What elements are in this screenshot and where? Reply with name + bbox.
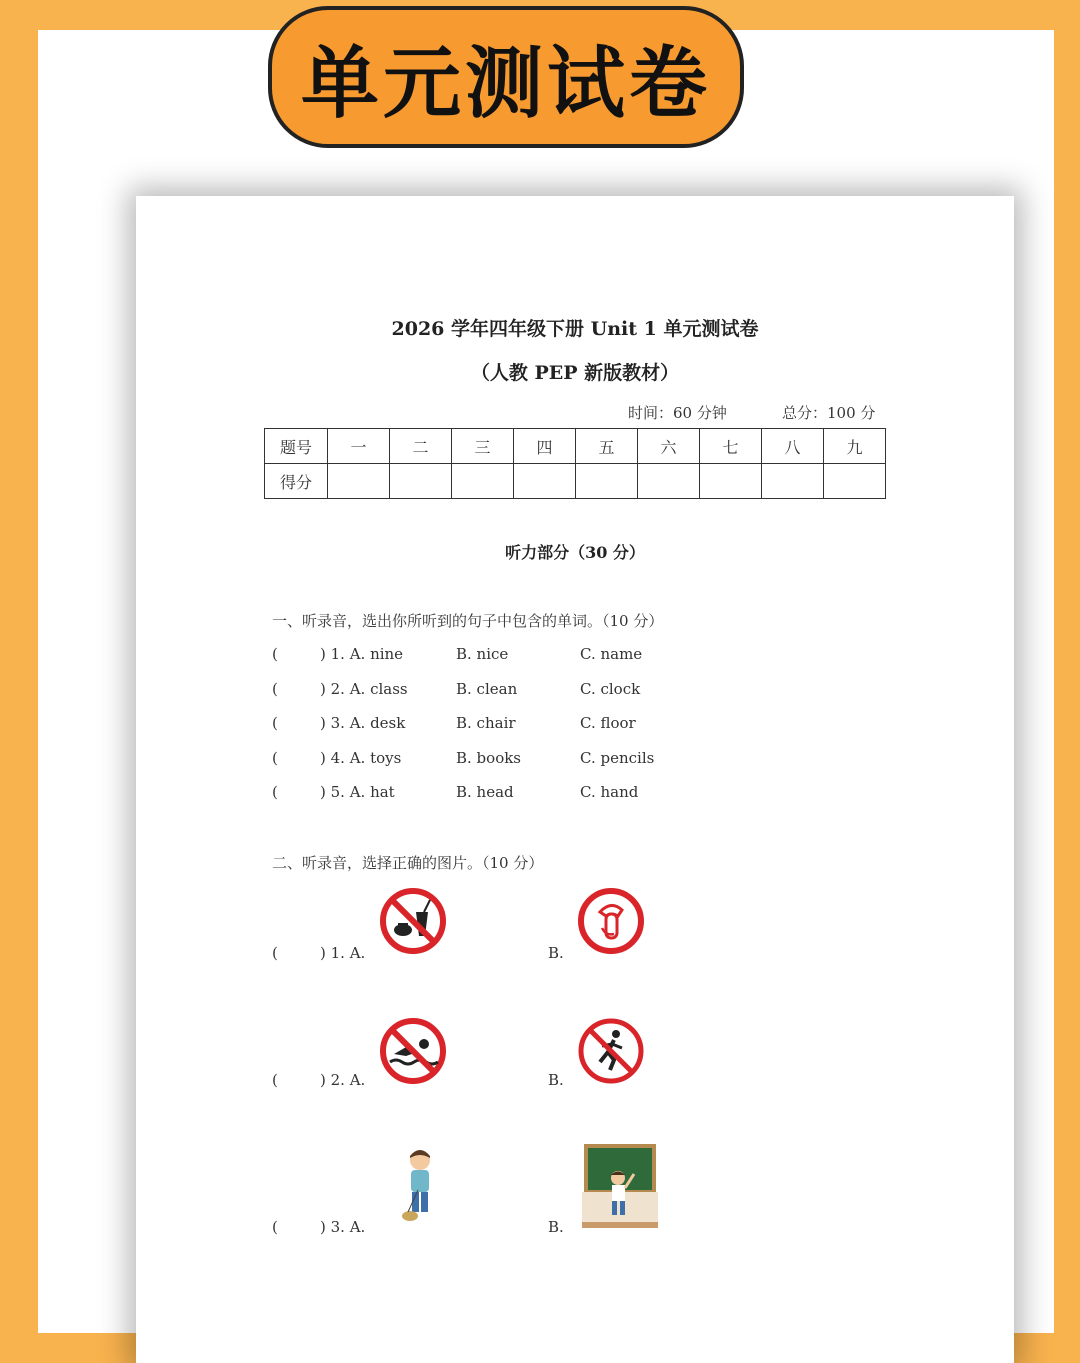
option-a: ) 4. A. toys — [320, 749, 402, 767]
score-table-header-row — [265, 429, 886, 464]
option-b: B. chair — [456, 714, 516, 732]
answer-paren: ( — [272, 680, 278, 698]
option-b: B. clean — [456, 680, 518, 698]
score-cell: 八 — [762, 429, 824, 464]
answer-paren: ( — [272, 944, 278, 962]
option-a-label: ) 2. A. — [320, 1071, 366, 1089]
option-c: C. name — [580, 645, 643, 663]
score-row-label: 得分 — [265, 464, 328, 499]
score-cell: 二 — [390, 429, 452, 464]
score-cell: 四 — [514, 429, 576, 464]
score-blank — [452, 464, 514, 499]
option-c: C. pencils — [580, 749, 655, 767]
answer-paren: ( — [272, 1071, 278, 1089]
option-a-label: ) 3. A. — [320, 1218, 366, 1236]
no-food-drink-icon — [378, 886, 448, 956]
answer-paren: ( — [272, 783, 278, 801]
listening-header: 听力部分（30 分） — [505, 543, 645, 562]
answer-paren: ( — [272, 714, 278, 732]
answer-paren: ( — [272, 1218, 278, 1236]
option-b: B. nice — [456, 645, 509, 663]
score-blank — [700, 464, 762, 499]
option-a-label: ) 1. A. — [320, 944, 366, 962]
outer-paper — [38, 30, 1054, 1333]
score-cell: 题号 — [265, 429, 328, 464]
no-swimming-icon — [378, 1016, 448, 1086]
score-cell: 一 — [328, 429, 390, 464]
option-c: C. hand — [580, 783, 639, 801]
exam-sheet — [136, 196, 1014, 1363]
option-a: ) 3. A. desk — [320, 714, 406, 732]
score-table-score-row — [265, 464, 886, 499]
no-running-icon — [576, 1016, 646, 1086]
score-cell: 九 — [824, 429, 886, 464]
option-b: B. head — [456, 783, 514, 801]
option-b-label: B. — [548, 1071, 564, 1089]
score-table — [264, 428, 886, 499]
exam-subtitle: （人教 PEP 新版教材） — [470, 362, 680, 384]
score-cell: 七 — [700, 429, 762, 464]
score-blank — [762, 464, 824, 499]
option-a: ) 5. A. hat — [320, 783, 395, 801]
total-score-info: 总分：100 分 — [782, 404, 876, 422]
option-b-label: B. — [548, 1218, 564, 1236]
option-b: B. books — [456, 749, 522, 767]
option-a: ) 1. A. nine — [320, 645, 404, 663]
answer-paren: ( — [272, 645, 278, 663]
section2-title: 二、听录音，选择正确的图片。（10 分） — [272, 854, 544, 872]
score-blank — [328, 464, 390, 499]
score-blank — [514, 464, 576, 499]
section1-title: 一、听录音，选出你所听到的句子中包含的单词。（10 分） — [272, 612, 664, 630]
score-cell: 六 — [638, 429, 700, 464]
boy-walking-dog-picture — [398, 1146, 448, 1224]
no-talking-icon — [576, 886, 646, 956]
time-info: 时间：60 分钟 — [628, 404, 727, 422]
score-blank — [576, 464, 638, 499]
option-b-label: B. — [548, 944, 564, 962]
answer-paren: ( — [272, 749, 278, 767]
score-blank — [390, 464, 452, 499]
score-blank — [638, 464, 700, 499]
boy-at-blackboard-picture — [582, 1144, 658, 1232]
banner-title: 单元测试卷 — [300, 39, 711, 129]
exam-title: 2026 学年四年级下册 Unit 1 单元测试卷 — [391, 318, 759, 340]
score-cell: 三 — [452, 429, 514, 464]
score-blank — [824, 464, 886, 499]
score-cell: 五 — [576, 429, 638, 464]
option-a: ) 2. A. class — [320, 680, 408, 698]
option-c: C. floor — [580, 714, 636, 732]
option-c: C. clock — [580, 680, 641, 698]
title-banner — [268, 6, 744, 148]
